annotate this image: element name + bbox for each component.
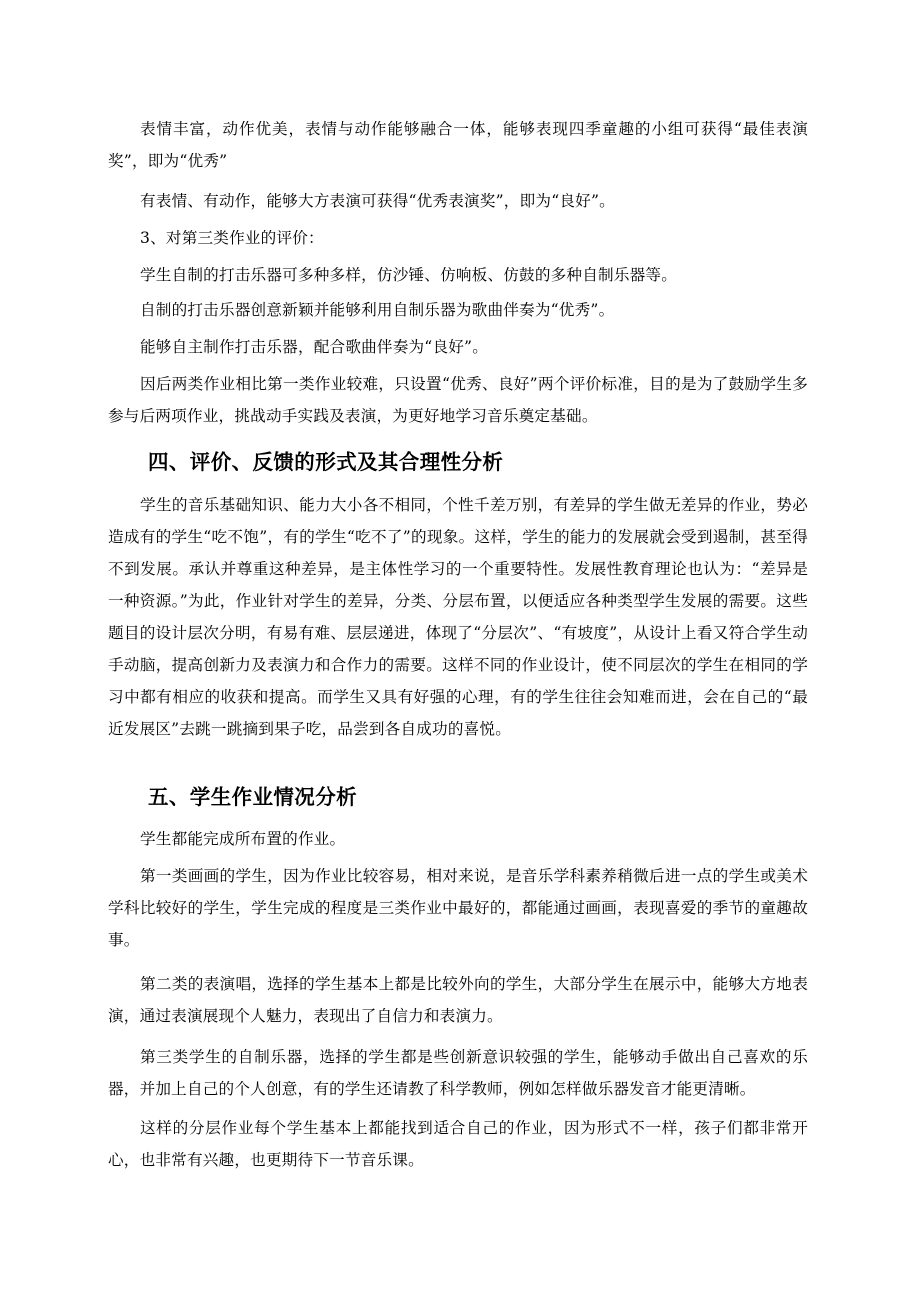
section-5-paragraph-3: 第二类的表演唱，选择的学生基本上都是比较外向的学生，大部分学生在展示中，能够大方地表演，通过表演展现个人魅力，表现出了自信力和表演力。 <box>108 975 808 1025</box>
paragraph-third-category-title: 3、对第三类作业的评价： <box>140 229 324 247</box>
paragraph-performance-good: 有表情、有动作，能够大方表演可获得“优秀表演奖”，即为“良好”。 <box>140 192 615 210</box>
paragraph-instrument-good: 能够自主制作打击乐器，配合歌曲伴奏为“良好”。 <box>140 338 489 356</box>
section-4-heading: 四、评价、反馈的形式及其合理性分析 <box>148 450 504 474</box>
section-5-heading: 五、学生作业情况分析 <box>148 785 357 809</box>
paragraph-instrument-excellent: 自制的打击乐器创意新颖并能够利用自制乐器为歌曲伴奏为“优秀”。 <box>140 301 615 319</box>
paragraph-performance-excellent: 表情丰富，动作优美，表情与动作能够融合一体，能够表现四季童趣的小组可获得“最佳表演奖”，即为“优秀” <box>108 120 808 170</box>
section-4-paragraph: 学生的音乐基础知识、能力大小各不相同，个性千差万别，有差异的学生做无差异的作业，势必造成有的学生“吃不饱”，有的学生“吃不了”的现象。这样，学生的能力的发展就会受到遏制，甚至得不到发展。承认并尊重这种差异，是主体性学习的一个重要特性。发展性教育理论也认为：“差异是一种资源。”为此，作业针对学生的差异，分类、分层布置，以便适应各种类型学生发展的需要。这些题目的设计层次分明，有易有难、层层递进，体现了“分层次”、“有坡度”，从设计上看又符合学生动手动脑，提高创新力及表演力和合作力的需要。这样不同的作业设计，使不同层次的学生在相同的学习中都有相应的收获和提高。而学生又具有好强的心理，有的学生往往会知难而进，会在自己的“最近发展区”去跳一跳摘到果子吃，品尝到各自成功的喜悦。 <box>108 496 808 738</box>
paragraph-evaluation-standard: 因后两类作业相比第一类作业较难，只设置“优秀、良好”两个评价标准，目的是为了鼓励学生多参与后两项作业，挑战动手实践及表演，为更好地学习音乐奠定基础。 <box>108 375 808 425</box>
section-5-paragraph-2: 第一类画画的学生，因为作业比较容易，相对来说，是音乐学科素养稍微后进一点的学生或美术学科比较好的学生，学生完成的程度是三类作业中最好的，都能通过画画，表现喜爱的季节的童趣故事。 <box>108 867 808 949</box>
section-5-paragraph-4: 第三类学生的自制乐器，选择的学生都是些创新意识较强的学生，能够动手做出自己喜欢的乐器，并加上自己的个人创意，有的学生还请教了科学教师，例如怎样做乐器发音才能更清晰。 <box>108 1048 808 1098</box>
section-5-paragraph-5: 这样的分层作业每个学生基本上都能找到适合自己的作业，因为形式不一样，孩子们都非常开心，也非常有兴趣，也更期待下一节音乐课。 <box>108 1119 808 1169</box>
paragraph-instrument-variety: 学生自制的打击乐器可多种多样，仿沙锤、仿响板、仿鼓的多种自制乐器等。 <box>140 266 677 284</box>
section-5-paragraph-1: 学生都能完成所布置的作业。 <box>140 830 346 848</box>
